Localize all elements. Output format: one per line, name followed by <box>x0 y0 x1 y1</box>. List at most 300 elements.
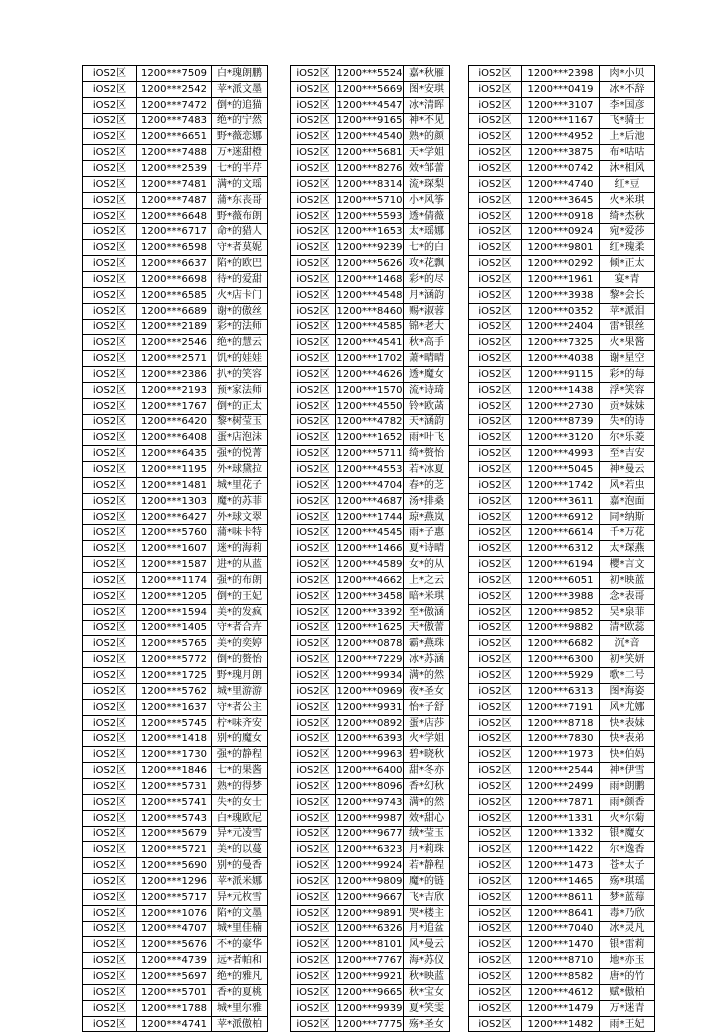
server-cell: iOS2区 <box>469 287 522 303</box>
account-id-cell: 1200***1653 <box>336 224 404 240</box>
server-cell: iOS2区 <box>83 874 137 890</box>
nickname-cell: 倒*的王妃 <box>212 588 268 604</box>
server-cell: iOS2区 <box>83 683 137 699</box>
table-row <box>83 1016 268 1032</box>
account-id-cell: 1200***5731 <box>137 778 212 794</box>
table-row <box>83 921 268 937</box>
account-id-cell: 1200***7830 <box>522 731 600 747</box>
account-id-cell: 1200***5681 <box>336 145 404 161</box>
nickname-cell: 至*吉安 <box>600 446 655 462</box>
server-cell: iOS2区 <box>469 525 522 541</box>
table-row <box>469 620 655 636</box>
account-id-cell: 1200***5745 <box>137 715 212 731</box>
table-row <box>291 525 450 541</box>
server-cell: iOS2区 <box>469 382 522 398</box>
nickname-cell: 透*倩薇 <box>404 208 450 224</box>
table-row <box>469 97 655 113</box>
nickname-cell: 绮*赘怡 <box>404 446 450 462</box>
server-cell: iOS2区 <box>291 1016 336 1032</box>
account-id-cell: 1200***9667 <box>336 889 404 905</box>
account-id-cell: 1200***4589 <box>336 557 404 573</box>
table-row <box>469 731 655 747</box>
server-cell: iOS2区 <box>469 826 522 842</box>
nickname-cell: 雨*子惠 <box>404 525 450 541</box>
nickname-cell: 冰*清晖 <box>404 97 450 113</box>
nickname-cell: 谢*星空 <box>600 351 655 367</box>
nickname-cell: 风*若虫 <box>600 477 655 493</box>
server-cell: iOS2区 <box>291 573 336 589</box>
account-id-cell: 1200***1167 <box>522 113 600 129</box>
server-cell: iOS2区 <box>469 794 522 810</box>
table-row <box>291 398 450 414</box>
nickname-cell: 命*的猎人 <box>212 224 268 240</box>
nickname-cell: 冰*灵凡 <box>600 921 655 937</box>
account-id-cell: 1200***8276 <box>336 161 404 177</box>
server-cell: iOS2区 <box>83 826 137 842</box>
nickname-cell: 布*咕咕 <box>600 145 655 161</box>
nickname-cell: 银*魔女 <box>600 826 655 842</box>
account-id-cell: 1200***6408 <box>137 430 212 446</box>
nickname-cell: 快*表弟 <box>600 731 655 747</box>
table-row <box>291 921 450 937</box>
table-row <box>469 145 655 161</box>
account-id-cell: 1200***2386 <box>137 367 212 383</box>
server-cell: iOS2区 <box>291 303 336 319</box>
server-cell: iOS2区 <box>469 66 522 82</box>
table-row <box>291 271 450 287</box>
nickname-cell: 同*纳斯 <box>600 509 655 525</box>
server-cell: iOS2区 <box>83 271 137 287</box>
server-cell: iOS2区 <box>83 367 137 383</box>
table-row <box>291 588 450 604</box>
table-row <box>291 778 450 794</box>
server-cell: iOS2区 <box>291 1000 336 1016</box>
nickname-cell: 殇*琪瑶 <box>600 874 655 890</box>
account-id-cell: 1200***4545 <box>336 525 404 541</box>
account-id-cell: 1200***9891 <box>336 905 404 921</box>
server-cell: iOS2区 <box>291 208 336 224</box>
table-row <box>83 668 268 684</box>
server-cell: iOS2区 <box>291 224 336 240</box>
table-row <box>83 620 268 636</box>
account-id-cell: 1200***1652 <box>336 430 404 446</box>
table-row <box>83 699 268 715</box>
table-row <box>469 525 655 541</box>
nickname-cell: 若*静程 <box>404 858 450 874</box>
account-id-cell: 1200***4662 <box>336 573 404 589</box>
table-row <box>83 493 268 509</box>
table-row <box>83 557 268 573</box>
account-id-cell: 1200***6051 <box>522 573 600 589</box>
nickname-cell: 碧*晓秋 <box>404 747 450 763</box>
table-row <box>291 794 450 810</box>
table-row <box>469 573 655 589</box>
server-cell: iOS2区 <box>469 984 522 1000</box>
table-row <box>291 161 450 177</box>
account-id-cell: 1200***2193 <box>137 382 212 398</box>
table-row <box>83 97 268 113</box>
server-cell: iOS2区 <box>469 858 522 874</box>
server-cell: iOS2区 <box>469 192 522 208</box>
account-id-cell: 1200***5626 <box>336 256 404 272</box>
nickname-cell: 锦*老大 <box>404 319 450 335</box>
server-cell: iOS2区 <box>469 462 522 478</box>
table-row <box>291 889 450 905</box>
nickname-cell: 图*海姿 <box>600 683 655 699</box>
table-row <box>469 81 655 97</box>
server-cell: iOS2区 <box>469 129 522 145</box>
server-cell: iOS2区 <box>291 287 336 303</box>
table-row <box>469 778 655 794</box>
table-row <box>83 905 268 921</box>
nickname-cell: 守*者公主 <box>212 699 268 715</box>
server-cell: iOS2区 <box>83 287 137 303</box>
nickname-cell: 陷*的文墨 <box>212 905 268 921</box>
table-row <box>291 367 450 383</box>
table-row <box>469 874 655 890</box>
account-id-cell: 1200***6323 <box>336 842 404 858</box>
server-cell: iOS2区 <box>83 129 137 145</box>
server-cell: iOS2区 <box>469 937 522 953</box>
account-id-cell: 1200***6313 <box>522 683 600 699</box>
table-row <box>469 858 655 874</box>
server-cell: iOS2区 <box>83 335 137 351</box>
nickname-cell: 满*的然 <box>404 668 450 684</box>
nickname-cell: 苹*派傲柏 <box>212 1016 268 1032</box>
table-row <box>469 303 655 319</box>
table-row <box>469 224 655 240</box>
account-id-cell: 1200***9939 <box>336 1000 404 1016</box>
table-row <box>291 446 450 462</box>
server-cell: iOS2区 <box>469 953 522 969</box>
account-id-cell: 1200***9115 <box>522 367 600 383</box>
server-cell: iOS2区 <box>291 66 336 82</box>
table-row <box>291 953 450 969</box>
table-row <box>469 889 655 905</box>
account-id-cell: 1200***4548 <box>336 287 404 303</box>
nickname-cell: 雨*王妃 <box>600 1016 655 1032</box>
nickname-cell: 怡*子舒 <box>404 699 450 715</box>
server-cell: iOS2区 <box>291 414 336 430</box>
table-row <box>83 398 268 414</box>
nickname-cell: 小*风筝 <box>404 192 450 208</box>
server-cell: iOS2区 <box>83 161 137 177</box>
server-cell: iOS2区 <box>291 874 336 890</box>
account-id-cell: 1200***0352 <box>522 303 600 319</box>
account-id-cell: 1200***5710 <box>336 192 404 208</box>
server-cell: iOS2区 <box>291 953 336 969</box>
nickname-cell: 香*幻秋 <box>404 778 450 794</box>
nickname-cell: 雨*叶飞 <box>404 430 450 446</box>
table-row <box>291 905 450 921</box>
nickname-cell: 浮*笑容 <box>600 382 655 398</box>
nickname-cell: 初*映蓝 <box>600 573 655 589</box>
account-id-cell: 1200***4550 <box>336 398 404 414</box>
server-cell: iOS2区 <box>291 81 336 97</box>
table-row <box>291 66 450 82</box>
table-row <box>469 129 655 145</box>
table-row <box>83 588 268 604</box>
table-row <box>83 509 268 525</box>
server-cell: iOS2区 <box>83 889 137 905</box>
account-id-cell: 1200***9677 <box>336 826 404 842</box>
account-id-cell: 1200***0878 <box>336 636 404 652</box>
server-cell: iOS2区 <box>291 525 336 541</box>
nickname-cell: 魔*的苏菲 <box>212 493 268 509</box>
table-row <box>469 842 655 858</box>
server-cell: iOS2区 <box>469 351 522 367</box>
table-row <box>83 113 268 129</box>
server-cell: iOS2区 <box>83 747 137 763</box>
account-id-cell: 1200***8641 <box>522 905 600 921</box>
nickname-cell: 失*的女士 <box>212 794 268 810</box>
account-id-cell: 1200***1481 <box>137 477 212 493</box>
table-row <box>83 335 268 351</box>
nickname-cell: 绝*的慧云 <box>212 335 268 351</box>
account-id-cell: 1200***7509 <box>137 66 212 82</box>
nickname-cell: 霸*燕珠 <box>404 636 450 652</box>
account-id-cell: 1200***5697 <box>137 969 212 985</box>
account-id-cell: 1200***6420 <box>137 414 212 430</box>
nickname-cell: 饥*的娃娃 <box>212 351 268 367</box>
table-row <box>469 176 655 192</box>
account-id-cell: 1200***4741 <box>137 1016 212 1032</box>
nickname-cell: 梦*蓝莓 <box>600 889 655 905</box>
account-id-cell: 1200***5701 <box>137 984 212 1000</box>
server-cell: iOS2区 <box>291 905 336 921</box>
table-row <box>83 874 268 890</box>
server-cell: iOS2区 <box>469 256 522 272</box>
table-row <box>469 905 655 921</box>
table-row <box>469 541 655 557</box>
server-cell: iOS2区 <box>83 937 137 953</box>
account-id-cell: 1200***9809 <box>336 874 404 890</box>
nickname-cell: 倒*的正太 <box>212 398 268 414</box>
server-cell: iOS2区 <box>83 113 137 129</box>
account-id-cell: 1200***5743 <box>137 810 212 826</box>
table-row <box>469 921 655 937</box>
table-row <box>83 889 268 905</box>
server-cell: iOS2区 <box>83 794 137 810</box>
nickname-cell: 汤*排桑 <box>404 493 450 509</box>
server-cell: iOS2区 <box>469 477 522 493</box>
account-id-cell: 1200***1418 <box>137 731 212 747</box>
nickname-cell: 香*的夏桃 <box>212 984 268 1000</box>
server-cell: iOS2区 <box>291 699 336 715</box>
account-id-cell: 1200***2189 <box>137 319 212 335</box>
account-id-cell: 1200***1195 <box>137 462 212 478</box>
nickname-cell: 美*的以蔓 <box>212 842 268 858</box>
account-id-cell: 1200***4707 <box>137 921 212 937</box>
table-row <box>83 715 268 731</box>
account-table-column-1 <box>82 65 268 1032</box>
account-id-cell: 1200***0969 <box>336 683 404 699</box>
table-row <box>83 652 268 668</box>
account-id-cell: 1200***3875 <box>522 145 600 161</box>
server-cell: iOS2区 <box>291 921 336 937</box>
nickname-cell: 飞*骑士 <box>600 113 655 129</box>
nickname-cell: 尔*逸香 <box>600 842 655 858</box>
table-row <box>83 826 268 842</box>
table-row <box>83 763 268 779</box>
server-cell: iOS2区 <box>469 699 522 715</box>
nickname-cell: 万*迷甜橙 <box>212 145 268 161</box>
account-id-cell: 1200***6614 <box>522 525 600 541</box>
account-id-cell: 1200***1422 <box>522 842 600 858</box>
table-row <box>291 240 450 256</box>
nickname-cell: 歌*二号 <box>600 668 655 684</box>
server-cell: iOS2区 <box>291 113 336 129</box>
table-row <box>83 636 268 652</box>
server-cell: iOS2区 <box>83 319 137 335</box>
nickname-cell: 火*果酱 <box>600 335 655 351</box>
server-cell: iOS2区 <box>469 541 522 557</box>
server-cell: iOS2区 <box>291 826 336 842</box>
nickname-cell: 绝*的宁然 <box>212 113 268 129</box>
nickname-cell: 夜*圣女 <box>404 683 450 699</box>
table-row <box>291 145 450 161</box>
table-row <box>83 176 268 192</box>
table-row <box>469 953 655 969</box>
table-row <box>291 97 450 113</box>
server-cell: iOS2区 <box>291 271 336 287</box>
server-cell: iOS2区 <box>469 557 522 573</box>
table-row <box>469 477 655 493</box>
account-id-cell: 1200***7487 <box>137 192 212 208</box>
nickname-cell: 暗*米琪 <box>404 588 450 604</box>
account-id-cell: 1200***5772 <box>137 652 212 668</box>
server-cell: iOS2区 <box>469 1016 522 1032</box>
server-cell: iOS2区 <box>469 446 522 462</box>
account-id-cell: 1200***1961 <box>522 271 600 287</box>
account-id-cell: 1200***1725 <box>137 668 212 684</box>
account-id-cell: 1200***7472 <box>137 97 212 113</box>
nickname-cell: 满*的然 <box>404 794 450 810</box>
nickname-cell: 倒*的赘怡 <box>212 652 268 668</box>
server-cell: iOS2区 <box>291 636 336 652</box>
account-id-cell: 1200***3988 <box>522 588 600 604</box>
table-row <box>469 430 655 446</box>
server-cell: iOS2区 <box>469 842 522 858</box>
server-cell: iOS2区 <box>83 462 137 478</box>
nickname-cell: 至*傲涵 <box>404 604 450 620</box>
nickname-cell: 月*涵韵 <box>404 287 450 303</box>
nickname-cell: 冰*不辞 <box>600 81 655 97</box>
server-cell: iOS2区 <box>291 557 336 573</box>
nickname-cell: 火*尔菊 <box>600 810 655 826</box>
server-cell: iOS2区 <box>291 192 336 208</box>
account-id-cell: 1200***4553 <box>336 462 404 478</box>
account-id-cell: 1200***4547 <box>336 97 404 113</box>
account-id-cell: 1200***6400 <box>336 763 404 779</box>
server-cell: iOS2区 <box>469 398 522 414</box>
account-id-cell: 1200***1570 <box>336 382 404 398</box>
server-cell: iOS2区 <box>469 652 522 668</box>
server-cell: iOS2区 <box>469 208 522 224</box>
server-cell: iOS2区 <box>291 240 336 256</box>
account-id-cell: 1200***7775 <box>336 1016 404 1032</box>
table-row <box>291 493 450 509</box>
server-cell: iOS2区 <box>83 525 137 541</box>
table-row <box>291 430 450 446</box>
table-row <box>469 192 655 208</box>
nickname-cell: 秋*高手 <box>404 335 450 351</box>
account-id-cell: 1200***2398 <box>522 66 600 82</box>
server-cell: iOS2区 <box>469 969 522 985</box>
table-row <box>83 66 268 82</box>
table-row <box>469 335 655 351</box>
table-row <box>291 176 450 192</box>
server-cell: iOS2区 <box>291 604 336 620</box>
server-cell: iOS2区 <box>291 446 336 462</box>
account-id-cell: 1200***5679 <box>137 826 212 842</box>
account-id-cell: 1200***0292 <box>522 256 600 272</box>
nickname-cell: 嘉*秋雁 <box>404 66 450 82</box>
account-id-cell: 1200***7040 <box>522 921 600 937</box>
server-cell: iOS2区 <box>83 351 137 367</box>
nickname-cell: 图*安琪 <box>404 81 450 97</box>
table-row <box>83 731 268 747</box>
account-id-cell: 1200***6648 <box>137 208 212 224</box>
account-id-cell: 1200***4541 <box>336 335 404 351</box>
account-id-cell: 1200***7191 <box>522 699 600 715</box>
server-cell: iOS2区 <box>469 668 522 684</box>
account-id-cell: 1200***2571 <box>137 351 212 367</box>
nickname-cell: 赋*傲柏 <box>600 984 655 1000</box>
server-cell: iOS2区 <box>83 969 137 985</box>
nickname-cell: 天*学姐 <box>404 145 450 161</box>
table-row <box>291 113 450 129</box>
table-row <box>291 636 450 652</box>
nickname-cell: 流*诗琦 <box>404 382 450 398</box>
nickname-cell: 雨*颜香 <box>600 794 655 810</box>
table-row <box>469 826 655 842</box>
nickname-cell: 红*瑰柔 <box>600 240 655 256</box>
nickname-cell: 火*店卡门 <box>212 287 268 303</box>
server-cell: iOS2区 <box>83 731 137 747</box>
account-id-cell: 1200***6585 <box>137 287 212 303</box>
table-row <box>83 810 268 826</box>
server-cell: iOS2区 <box>83 97 137 113</box>
nickname-cell: 初*笑妍 <box>600 652 655 668</box>
server-cell: iOS2区 <box>83 192 137 208</box>
server-cell: iOS2区 <box>291 794 336 810</box>
nickname-cell: 野*薇恋娜 <box>212 129 268 145</box>
table-row <box>291 969 450 985</box>
account-id-cell: 1200***5762 <box>137 683 212 699</box>
account-id-cell: 1200***2730 <box>522 398 600 414</box>
server-cell: iOS2区 <box>291 715 336 731</box>
server-cell: iOS2区 <box>291 430 336 446</box>
table-row <box>291 937 450 953</box>
nickname-cell: 外*球文翠 <box>212 509 268 525</box>
account-id-cell: 1200***1473 <box>522 858 600 874</box>
account-id-cell: 1200***9931 <box>336 699 404 715</box>
table-row <box>469 462 655 478</box>
nickname-cell: 城*里游游 <box>212 683 268 699</box>
table-row <box>291 668 450 684</box>
server-cell: iOS2区 <box>469 509 522 525</box>
table-row <box>291 224 450 240</box>
account-id-cell: 1200***6651 <box>137 129 212 145</box>
nickname-cell: 火*学姐 <box>404 731 450 747</box>
server-cell: iOS2区 <box>469 747 522 763</box>
server-cell: iOS2区 <box>83 176 137 192</box>
table-row <box>469 937 655 953</box>
account-id-cell: 1200***3107 <box>522 97 600 113</box>
nickname-cell: 美*的奕婷 <box>212 636 268 652</box>
nickname-cell: 宛*爱莎 <box>600 224 655 240</box>
